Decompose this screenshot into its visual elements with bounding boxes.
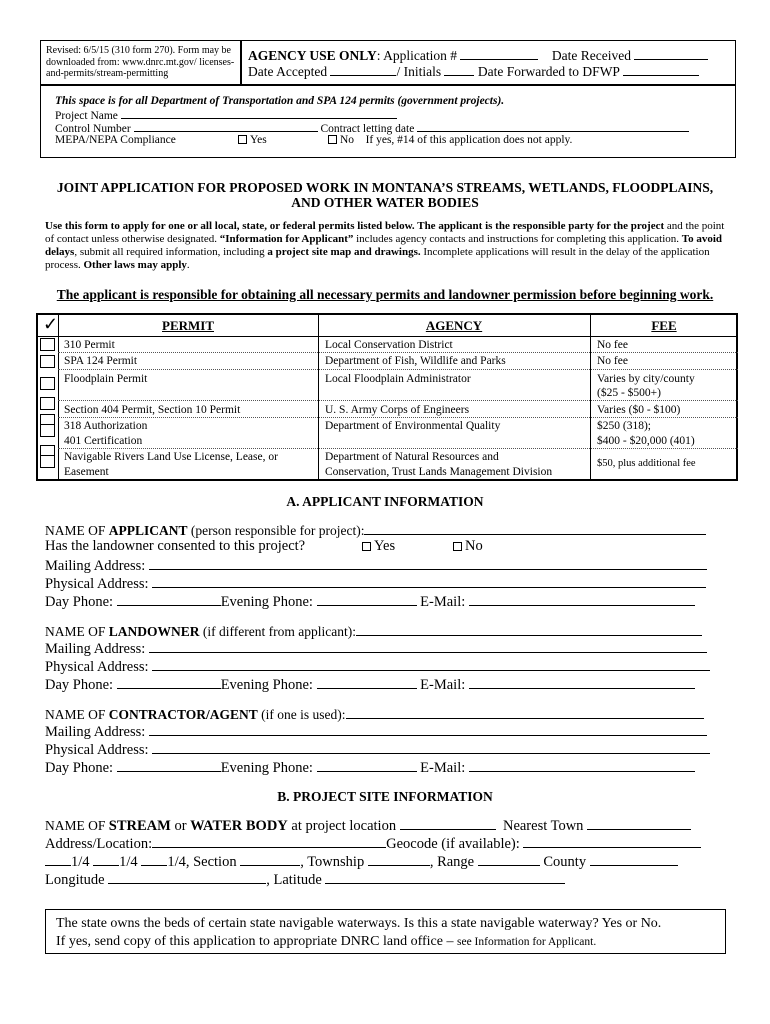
initials-label: / Initials [396, 64, 442, 79]
landowner-physical-field[interactable] [152, 657, 710, 671]
stream-or: or [170, 818, 191, 834]
day-phone-label: Day Phone: [45, 677, 114, 693]
table-cell-fee-2: ($25 - $500+) [597, 387, 661, 399]
date-accepted-field[interactable] [330, 62, 396, 76]
contractor-phone-row [45, 758, 695, 777]
landowner-post: (if different from applicant): [199, 624, 356, 639]
application-no-label: : Application # [376, 48, 458, 63]
mepa-yes[interactable] [238, 133, 267, 147]
navigable-line1: The state owns the beds of certain state navigable waterways. Is this a state navigable waterway? Yes or No. [56, 916, 662, 931]
evening-phone-label: Evening Phone: [220, 677, 313, 693]
consent-row [45, 538, 305, 555]
contractor-mailing-field[interactable] [149, 722, 707, 736]
geocode-field[interactable] [523, 834, 701, 848]
table-cell-agency: U. S. Army Corps of Engineers [325, 404, 470, 416]
mepa-no-label: No [340, 134, 355, 146]
address-location-label: Address/Location: [45, 836, 153, 852]
section-label: 1/4, Section [167, 854, 237, 870]
address-location-row [45, 834, 701, 853]
contract-letting-field[interactable] [417, 120, 689, 132]
stream-name-field[interactable] [400, 816, 496, 830]
county-label: County [543, 854, 587, 870]
geocode-label: Geocode (if available): [386, 836, 520, 852]
evening-phone-label: Evening Phone: [220, 594, 313, 610]
project-name-label: Project Name [55, 110, 118, 122]
mepa-yes-label: Yes [250, 134, 267, 146]
permit-navigable-checkbox[interactable] [40, 455, 55, 468]
permit-310-checkbox[interactable] [40, 338, 55, 351]
nearest-town-label: Nearest Town [502, 818, 584, 834]
stream-bold: STREAM [108, 818, 171, 834]
table-header-agency: AGENCY [425, 318, 483, 333]
nearest-town-field[interactable] [587, 816, 691, 830]
landowner-mailing-field[interactable] [149, 639, 707, 653]
landowner-physical-row [45, 657, 710, 676]
mepa-note: If yes, #14 of this application does not apply. [365, 134, 573, 146]
table-cell-agency: Local Floodplain Administrator [325, 373, 471, 385]
township-field[interactable] [368, 852, 430, 866]
stream-post: at project location [287, 818, 397, 834]
permit-318-checkbox[interactable] [40, 424, 55, 437]
contractor-mailing-row [45, 722, 707, 741]
table-cell-agency: Department of Natural Resources and [325, 451, 499, 463]
latitude-label: , Latitude [266, 872, 322, 888]
applicant-phone-row [45, 592, 695, 611]
table-check-header: ✓ [43, 314, 59, 334]
consent-yes[interactable] [362, 538, 395, 555]
day-phone-label: Day Phone: [45, 760, 114, 776]
table-row: 318 Authorization [64, 420, 148, 432]
intro-paragraph [45, 220, 730, 272]
email-label: E-Mail: [420, 594, 466, 610]
longitude-label: Longitude [45, 872, 105, 888]
contractor-evening-phone-field[interactable] [317, 758, 417, 772]
contractor-bold: CONTRACTOR/AGENT [108, 707, 258, 722]
table-row: Navigable Rivers Land Use License, Lease, or [64, 451, 278, 463]
table-row: SPA 124 Permit [64, 355, 138, 367]
mepa-label: MEPA/NEPA Compliance [55, 134, 176, 146]
form-title-line2: AND OTHER WATER BODIES [291, 195, 479, 210]
physical-label: Physical Address: [45, 742, 149, 758]
stream-pre: NAME OF [45, 818, 109, 833]
township-label: , Township [300, 854, 365, 870]
legal-description-row [45, 852, 678, 871]
table-cell-fee-2: $400 - $20,000 (401) [597, 435, 695, 447]
mailing-label: Mailing Address: [45, 641, 146, 657]
latitude-field[interactable] [325, 870, 565, 884]
consent-question: Has the landowner consented to this project? [45, 538, 306, 554]
evening-phone-label: Evening Phone: [220, 760, 313, 776]
navigable-line2-small: see Information for Applicant. [456, 936, 597, 948]
permit-spa124-checkbox[interactable] [40, 355, 55, 368]
applicant-name-field[interactable] [364, 521, 706, 535]
table-cell-agency: Local Conservation District [325, 339, 453, 351]
landowner-phone-row [45, 675, 695, 694]
landowner-day-phone-field[interactable] [117, 675, 221, 689]
mepa-yes-checkbox[interactable] [238, 135, 247, 144]
table-row: 310 Permit [64, 339, 115, 351]
intro-delays-bold: To avoid delays [45, 233, 723, 258]
permit-floodplain-checkbox[interactable] [40, 377, 55, 390]
date-forwarded-label: Date Forwarded to DFWP [477, 64, 620, 79]
mailing-label: Mailing Address: [45, 724, 146, 740]
landowner-mailing-row [45, 639, 707, 658]
intro-info-bold: “Information for Applicant” [219, 233, 354, 245]
landowner-name-field[interactable] [356, 622, 702, 636]
consent-yes-checkbox[interactable] [362, 542, 371, 551]
mailing-label: Mailing Address: [45, 558, 146, 574]
applicant-physical-row [45, 574, 706, 593]
applicant-bold: APPLICANT [108, 523, 188, 538]
section-field[interactable] [240, 852, 300, 866]
control-number-field[interactable] [134, 120, 318, 132]
applicant-evening-phone-field[interactable] [317, 592, 417, 606]
table-row: Section 404 Permit, Section 10 Permit [64, 404, 241, 416]
consent-no-checkbox[interactable] [453, 542, 462, 551]
contract-letting-label: Contract letting date [320, 123, 415, 135]
physical-label: Physical Address: [45, 576, 149, 592]
contractor-name-row [45, 705, 704, 723]
intro-map-bold: a project site map and drawings. [267, 246, 421, 258]
intro-text-2: includes agency contacts and instructions for completing this application. [353, 233, 682, 245]
table-header-fee: FEE [651, 318, 677, 333]
project-name-field[interactable] [121, 107, 397, 119]
consent-no-label: No [465, 538, 483, 554]
range-field[interactable] [478, 852, 540, 866]
table-row: Floodplain Permit [64, 373, 148, 385]
day-phone-label: Day Phone: [45, 594, 114, 610]
landowner-evening-phone-field[interactable] [317, 675, 417, 689]
intro-text-3: , submit all required information, including [74, 246, 268, 258]
applicant-name-row [45, 521, 706, 539]
applicant-email-field[interactable] [469, 592, 695, 606]
quarter-label-1: 1/4 [71, 854, 90, 870]
water-body-bold: WATER BODY [190, 818, 288, 834]
applicant-pre: NAME OF [45, 523, 109, 538]
email-label: E-Mail: [420, 677, 466, 693]
initials-field[interactable] [444, 62, 474, 76]
intro-text-5: . [186, 259, 190, 271]
table-cell-permit-2: 401 Certification [64, 435, 143, 447]
table-cell-fee: Varies ($0 - $100) [597, 404, 681, 416]
application-no-field[interactable] [460, 46, 538, 60]
gov-intro: This space is for all Department of Transportation and SPA 124 permits (government projects). [55, 95, 505, 107]
landowner-email-field[interactable] [469, 675, 695, 689]
contractor-post: (if one is used): [257, 707, 346, 722]
date-received-field[interactable] [634, 46, 708, 60]
table-cell-agency: Department of Environmental Quality [325, 420, 501, 432]
contractor-physical-row [45, 740, 710, 759]
table-cell-fee: No fee [597, 355, 628, 367]
landowner-name-row [45, 622, 702, 640]
physical-label: Physical Address: [45, 659, 149, 675]
form-title-line1: JOINT APPLICATION FOR PROPOSED WORK IN MONTANA’S STREAMS, WETLANDS, FLOODPLAINS, [56, 180, 714, 195]
quarter-field-2[interactable] [93, 852, 119, 866]
table-cell-fee: Varies by city/county [597, 373, 695, 385]
intro-text-1: and the point of contact unless otherwise designated. [45, 220, 725, 245]
contractor-pre: NAME OF [45, 707, 109, 722]
date-forwarded-field[interactable] [623, 62, 699, 76]
table-cell-fee: No fee [597, 339, 628, 351]
stream-row [45, 816, 691, 835]
quarter-label-2: 1/4 [119, 854, 138, 870]
applicant-mailing-field[interactable] [149, 556, 707, 570]
navigable-line2 [56, 934, 596, 950]
quarter-field-3[interactable] [141, 852, 167, 866]
mepa-no[interactable] [328, 133, 572, 147]
contractor-day-phone-field[interactable] [117, 758, 221, 772]
responsibility-statement: The applicant is responsible for obtaining all necessary permits and landowner permission before beginning work. [56, 287, 714, 302]
navigable-line2-text: If yes, send copy of this application to appropriate DNRC land office – [56, 934, 457, 949]
email-label: E-Mail: [420, 760, 466, 776]
lat-long-row [45, 870, 565, 889]
address-location-field[interactable] [152, 834, 386, 848]
applicant-post: (person responsible for project): [187, 523, 365, 538]
table-cell-fee: $250 (318); [597, 420, 651, 432]
table-header-permit: PERMIT [162, 318, 214, 333]
county-field[interactable] [590, 852, 678, 866]
consent-yes-label: Yes [374, 538, 396, 554]
section-a-title: A. APPLICANT INFORMATION [286, 494, 484, 509]
table-cell-permit-2: Easement [64, 466, 109, 478]
applicant-mailing-row [45, 556, 707, 575]
contractor-email-field[interactable] [469, 758, 695, 772]
intro-bold-1: Use this form to apply for one or all local, state, or federal permits listed below. The applicant is the responsible party for the project [45, 220, 665, 232]
landowner-pre: NAME OF [45, 624, 109, 639]
revised-text: Revised: 6/5/15 (310 form 270). Form may be downloaded from: www.dnrc.mt.gov/ licenses-and-permits/stream-permitting [46, 45, 235, 79]
table-cell-agency-2: Conservation, Trust Lands Management Division [325, 466, 553, 478]
table-cell-agency: Department of Fish, Wildlife and Parks [325, 355, 506, 367]
contractor-physical-field[interactable] [152, 740, 710, 754]
mepa-no-checkbox[interactable] [328, 135, 337, 144]
date-received-label: Date Received [551, 48, 631, 63]
section-b-title: B. PROJECT SITE INFORMATION [277, 789, 493, 804]
landowner-bold: LANDOWNER [108, 624, 200, 639]
applicant-day-phone-field[interactable] [117, 592, 221, 606]
agency-use-label: AGENCY USE ONLY [248, 48, 377, 63]
applicant-physical-field[interactable] [152, 574, 706, 588]
contractor-name-field[interactable] [346, 705, 704, 719]
range-label: , Range [429, 854, 475, 870]
longitude-field[interactable] [108, 870, 266, 884]
quarter-field-1[interactable] [45, 852, 71, 866]
agency-use-line2 [248, 62, 699, 80]
mepa-row [55, 133, 176, 147]
consent-no[interactable] [453, 538, 483, 555]
intro-laws-bold: Other laws may apply [83, 259, 187, 271]
control-number-label: Control Number [55, 123, 131, 135]
intro-text-4: Incomplete applications will result in the delay of the application process. [45, 246, 710, 271]
date-accepted-label: Date Accepted [248, 64, 328, 79]
permit-floodplain-checkbox-2[interactable] [40, 397, 55, 410]
table-cell-fee: $50, plus additional fee [597, 458, 696, 469]
